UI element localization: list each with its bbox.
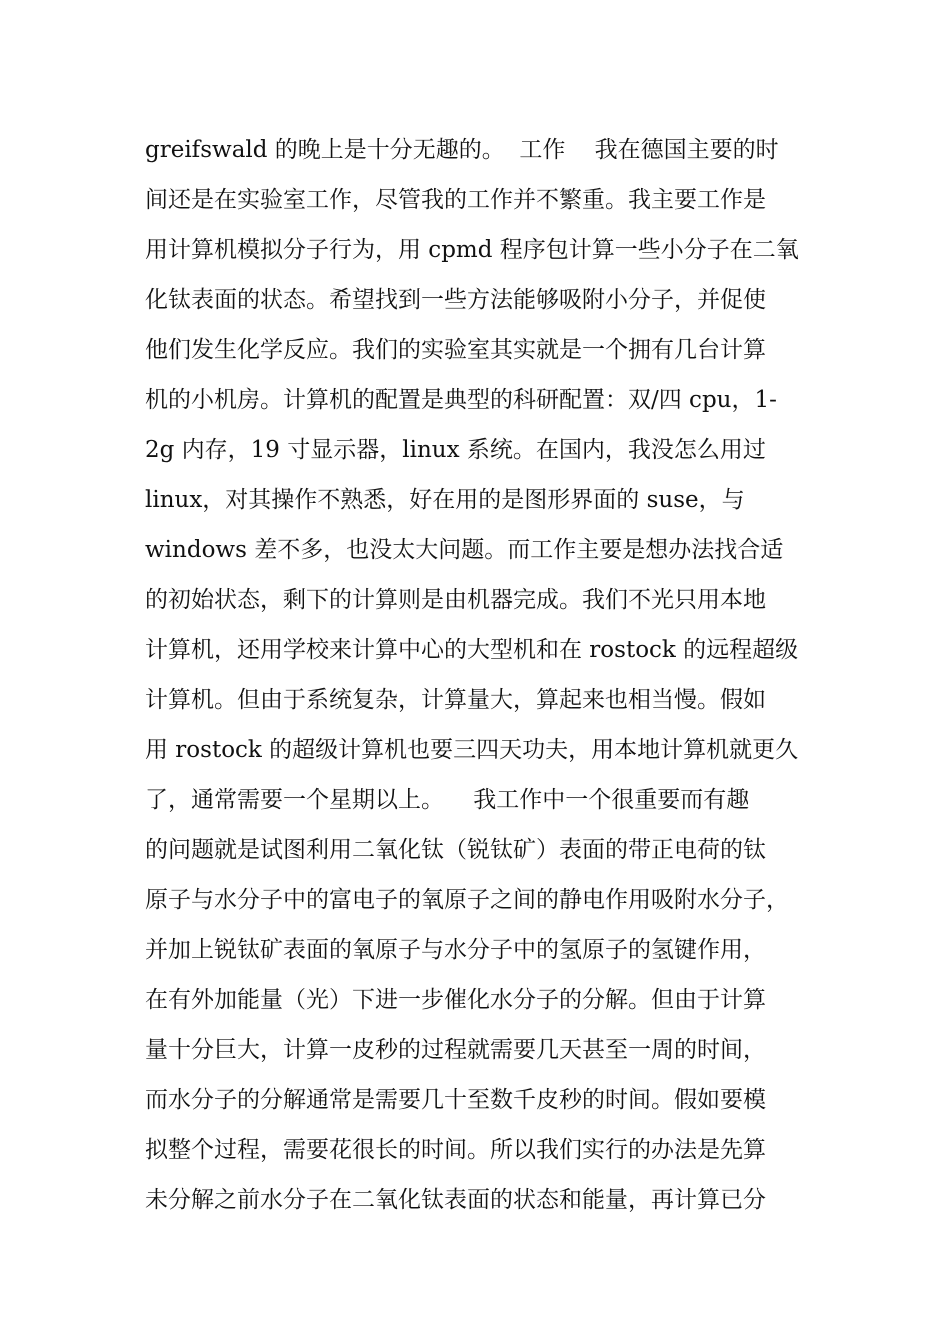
text-line: 原子与水分子中的富电子的氧原子之间的静电作用吸附水分子， xyxy=(145,887,789,913)
body-text xyxy=(145,130,835,1230)
text-line: 用计算机模拟分子行为，用 cpmd 程序包计算一些小分子在二氧 xyxy=(145,237,799,263)
text-line: 机的小机房。计算机的配置是典型的科研配置：双/四 cpu，1- xyxy=(145,387,777,413)
text-line: 而水分子的分解通常是需要几十至数千皮秒的时间。假如要模 xyxy=(145,1087,766,1113)
text-line: 用 rostock 的超级计算机也要三四天功夫，用本地计算机就更久 xyxy=(145,737,799,763)
text-line: 并加上锐钛矿表面的氧原子与水分子中的氢原子的氢键作用， xyxy=(145,937,766,963)
text-line: 未分解之前水分子在二氧化钛表面的状态和能量，再计算已分 xyxy=(145,1187,766,1213)
text-line: 化钛表面的状态。希望找到一些方法能够吸附小分子，并促使 xyxy=(145,287,766,313)
text-line: 计算机，还用学校来计算中心的大型机和在 rostock 的远程超级 xyxy=(145,637,799,663)
text-line: windows 差不多，也没太大问题。而工作主要是想办法找合适 xyxy=(145,537,784,563)
text-line: 的初始状态，剩下的计算则是由机器完成。我们不光只用本地 xyxy=(145,587,766,613)
text-line: 他们发生化学反应。我们的实验室其实就是一个拥有几台计算 xyxy=(145,337,766,363)
text-line: 的问题就是试图利用二氧化钛（锐钛矿）表面的带正电荷的钛 xyxy=(145,837,766,863)
text-line: 间还是在实验室工作，尽管我的工作并不繁重。我主要工作是 xyxy=(145,187,766,213)
text-line: linux，对其操作不熟悉，好在用的是图形界面的 suse，与 xyxy=(145,487,745,513)
text-line: 量十分巨大，计算一皮秒的过程就需要几天甚至一周的时间， xyxy=(145,1037,766,1063)
text-line: 了，通常需要一个星期以上。 我工作中一个很重要而有趣 xyxy=(145,787,750,813)
text-line: 在有外加能量（光）下进一步催化水分子的分解。但由于计算 xyxy=(145,987,766,1013)
text-line: 2g 内存，19 寸显示器，linux 系统。在国内，我没怎么用过 xyxy=(145,437,766,463)
text-line: 拟整个过程，需要花很长的时间。所以我们实行的办法是先算 xyxy=(145,1137,766,1163)
text-line: greifswald 的晚上是十分无趣的。 工作 我在德国主要的时 xyxy=(145,137,779,163)
text-line: 计算机。但由于系统复杂，计算量大，算起来也相当慢。假如 xyxy=(145,687,766,713)
